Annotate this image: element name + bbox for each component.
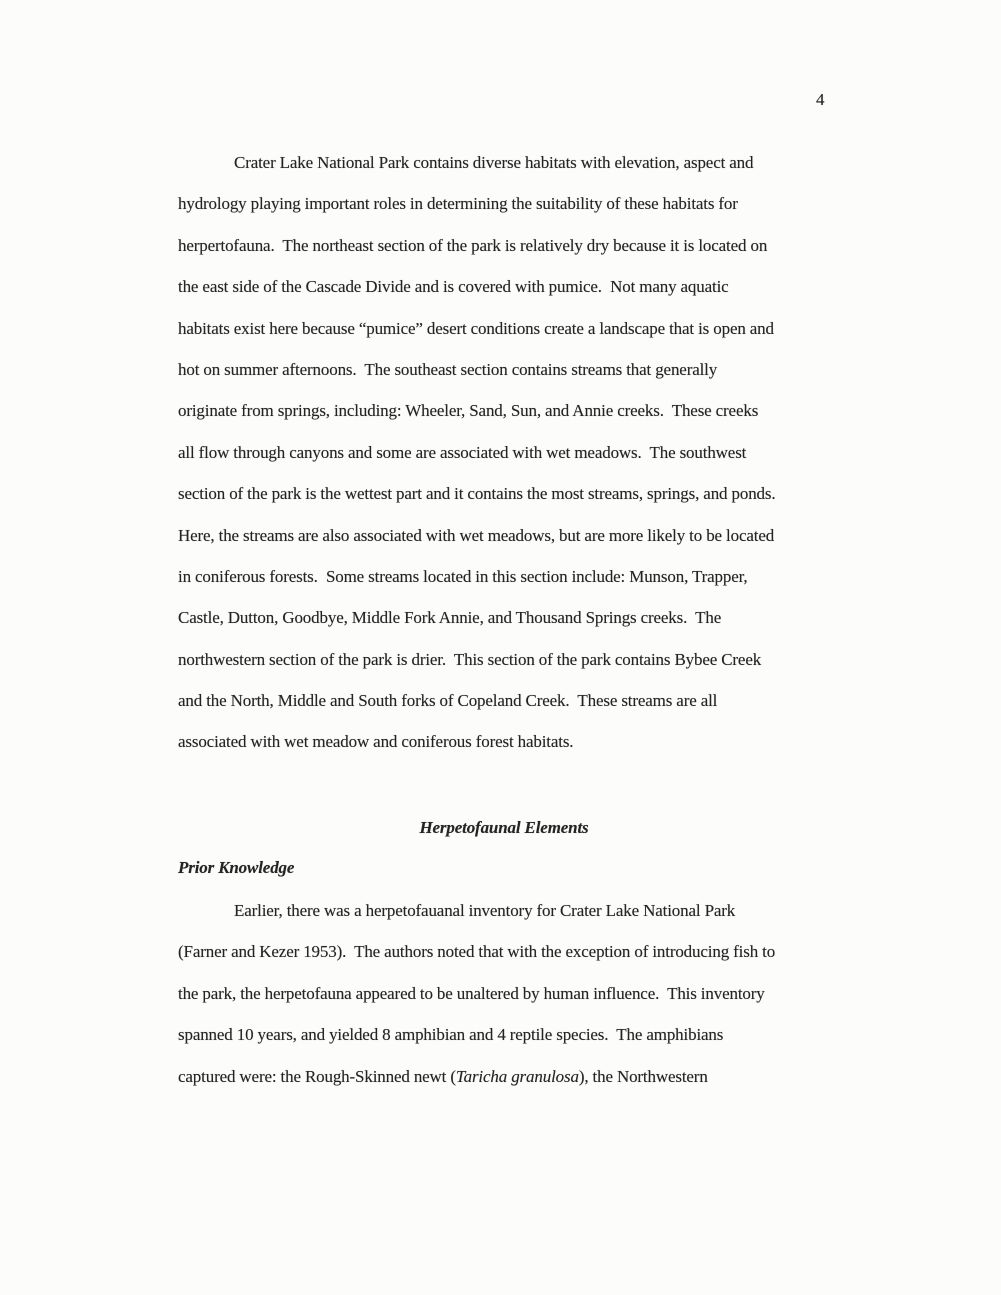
text-segment: ), the Northwestern [578,1066,708,1086]
section-subheading-text: Prior Knowledge [178,858,295,877]
text-line: section of the park is the wettest part and it contains the most streams, springs, and ponds. [178,484,776,504]
species-name-italic: Taricha granulosa [455,1066,579,1086]
text-line: in coniferous forests. Some streams located in this section include: Munson, Trapper, [178,566,748,586]
text-line: the park, the herpetofauna appeared to be unaltered by human influence. This inventory [178,983,765,1003]
text-line: (Farner and Kezer 1953). The authors noted that with the exception of introducing fish to [178,942,776,962]
page-number: 4 [816,90,825,109]
text-line: herpertofauna. The northeast section of the park is relatively dry because it is located on [178,235,768,255]
text-line: all flow through canyons and some are associated with wet meadows. The southwest [178,442,747,462]
text-line: Castle, Dutton, Goodbye, Middle Fork Annie, and Thousand Springs creeks. The [178,608,722,628]
text-line: and the North, Middle and South forks of Copeland Creek. These streams are all [178,691,718,711]
text-line: the east side of the Cascade Divide and is covered with pumice. Not many aquatic [178,277,729,297]
text-line: hot on summer afternoons. The southeast section contains streams that generally [178,359,718,379]
section-subheading [178,847,850,888]
text-line: hydrology playing important roles in determining the suitability of these habitats for [178,194,738,214]
section-heading [178,807,830,848]
text-line: associated with wet meadow and coniferous forest habitats. [178,732,574,752]
text-line [178,1056,850,1097]
text-line: spanned 10 years, and yielded 8 amphibian and 4 reptile species. The amphibians [178,1025,724,1045]
text-line: Crater Lake National Park contains diverse habitats with elevation, aspect and [234,153,754,172]
text-line: habitats exist here because “pumice” desert conditions create a landscape that is open and [178,318,774,338]
paragraph-prior-knowledge [178,890,850,1097]
text-line: Here, the streams are also associated with wet meadows, but are more likely to be located [178,525,775,545]
text-segment: captured were: the Rough-Skinned newt ( [178,1066,456,1086]
text-line: Earlier, there was a herpetofauanal inventory for Crater Lake National Park [234,901,736,920]
text-line: northwestern section of the park is drier. This section of the park contains Bybee Creek [178,649,762,669]
text-line: originate from springs, including: Wheeler, Sand, Sun, and Annie creeks. These creeks [178,401,759,421]
paragraph-habitats [178,142,850,763]
section-heading-text: Herpetofaunal Elements [419,818,589,837]
